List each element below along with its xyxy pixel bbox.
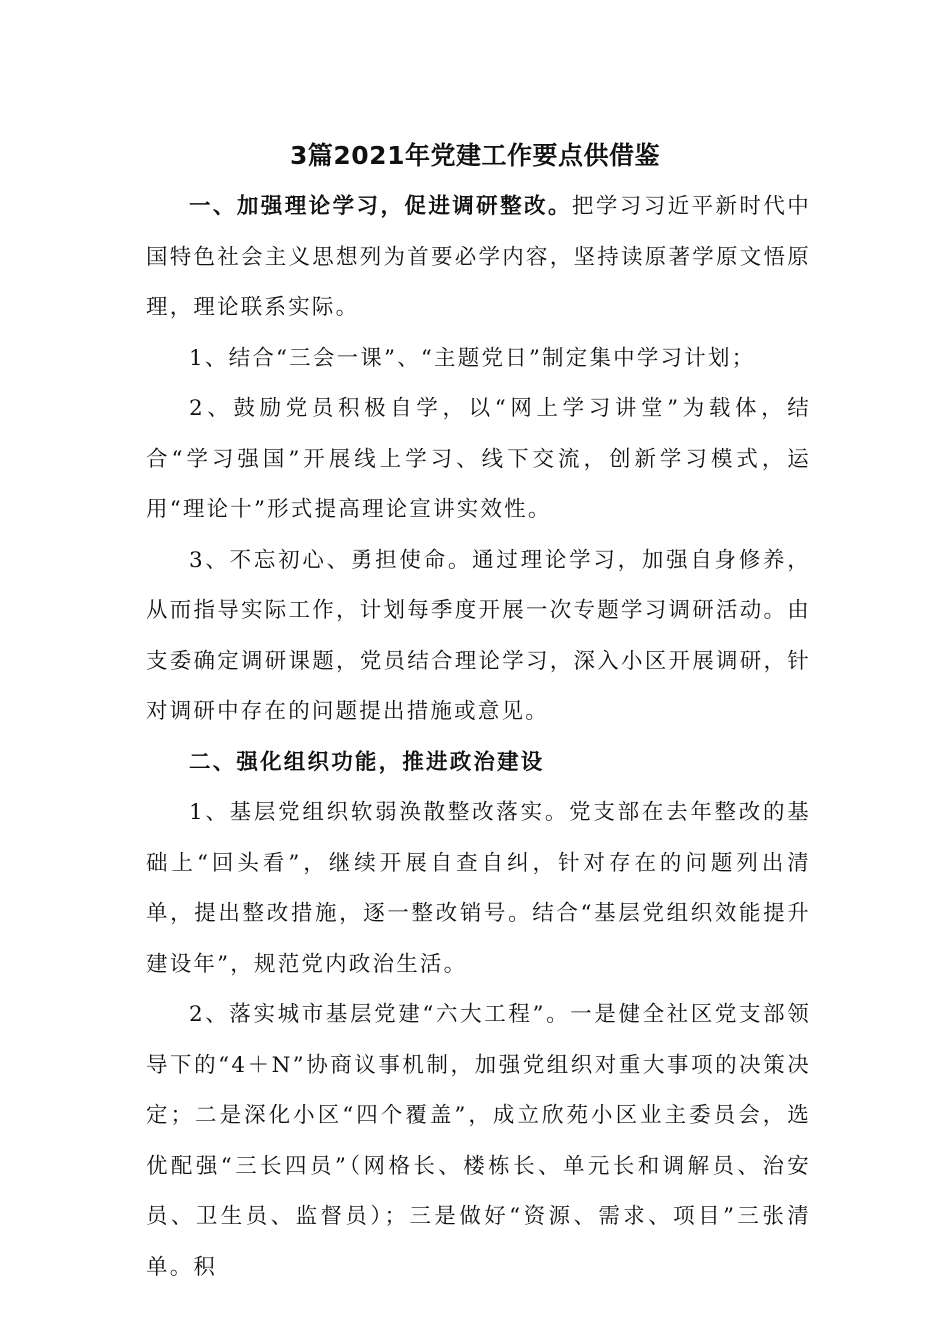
section-2-heading: 二、强化组织功能，推进政治建设	[189, 749, 545, 775]
section-1-heading: 一、加强理论学习，促进调研整改。	[189, 194, 572, 219]
document-body	[146, 182, 811, 1293]
section-1-paragraph	[146, 182, 811, 334]
document-title: 3篇2021年党建工作要点供借鉴	[290, 141, 660, 170]
section-1-item-1: 1、结合“三会一课”、“主题党日”制定集中学习计划；	[189, 345, 756, 371]
section-1-item-3: 3、不忘初心、勇担使命。通过理论学习，加强自身修养，从而指导实际工作，计划每季度开展一次专题学习调研活动。由支委确定调研课题，党员结合理论学习，深入小区开展调研，针对调研中存在的问题提出措施或意见。	[146, 547, 811, 724]
section-2-item-1: 1、基层党组织软弱涣散整改落实。党支部在去年整改的基础上“回头看”，继续开展自查自纠，针对存在的问题列出清单，提出整改措施，逐一整改销号。结合“基层党组织效能提升建设年”，规范党内政治生活。	[146, 800, 811, 977]
section-1-text: 把学习习近平新时代中国特色社会主义思想列为首要必学内容，坚持读原著学原文悟原理，理论联系实际。	[146, 194, 811, 320]
section-2-item-2: 2、落实城市基层党建“六大工程”。一是健全社区党支部领导下的“4＋N”协商议事机制，加强党组织对重大事项的决策决定；二是深化小区“四个覆盖”，成立欣苑小区业主委员会，选优配强“三长四员”（网格长、楼栋长、单元长和调解员、治安员、卫生员、监督员）；三是做好“资源、需求、项目”三张清单。积	[146, 1002, 811, 1280]
section-1-item-2: 2、鼓励党员积极自学，以“网上学习讲堂”为载体，结合“学习强国”开展线上学习、线下交流，创新学习模式，运用“理论十”形式提高理论宣讲实效性。	[146, 396, 811, 522]
